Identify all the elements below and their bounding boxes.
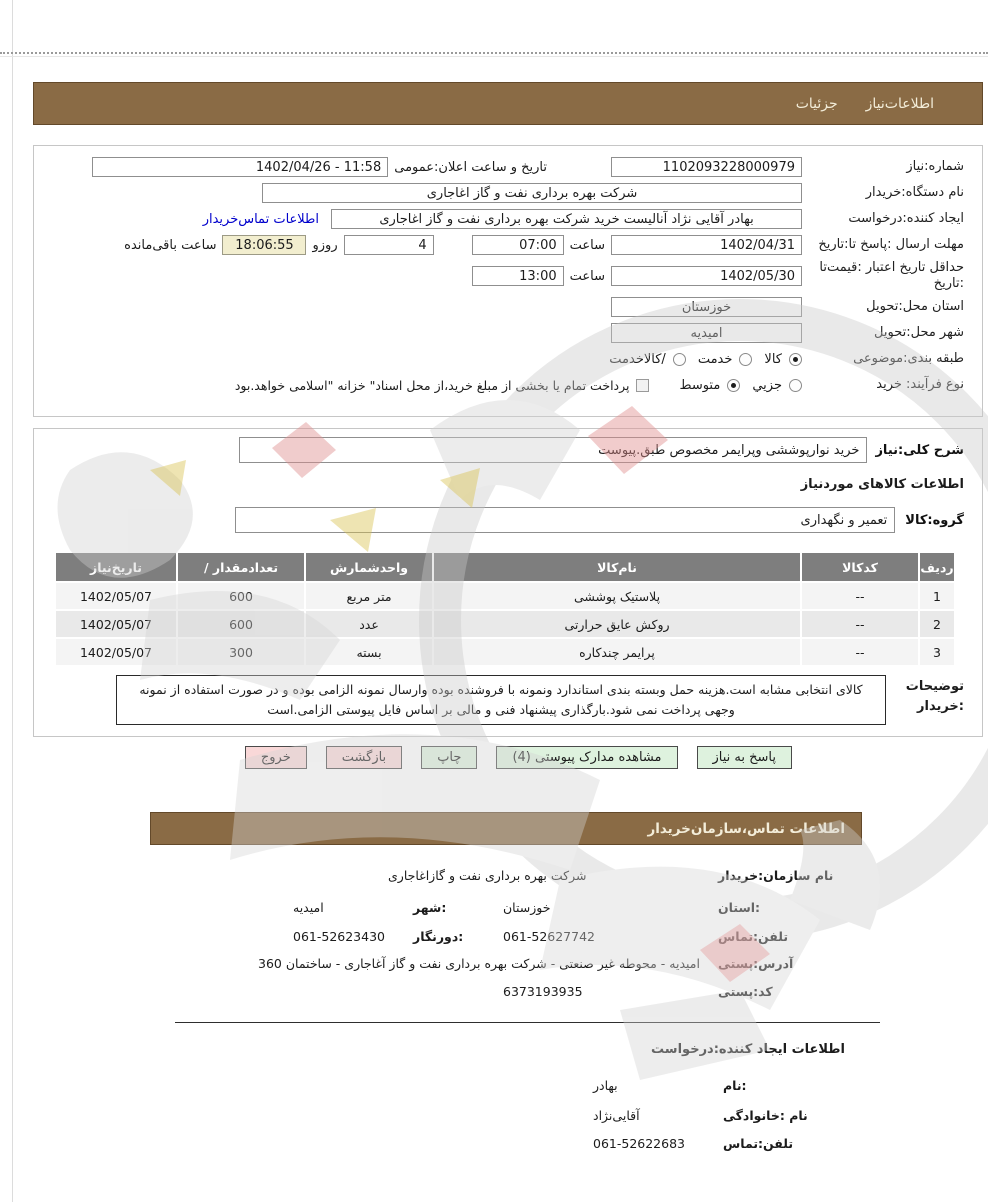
delivery-city-label: شهر محل:تحویل [874, 324, 964, 340]
cell-item-code: -- [802, 583, 918, 609]
reply-deadline-row [44, 232, 964, 258]
delivery-province-label: استان محل:تحویل [866, 298, 964, 314]
subject-classification-label: طبقه بندی:موضوعی [853, 350, 964, 366]
remaining-days-field[interactable]: 4 [344, 235, 434, 255]
org-postal-value: 6373193935 [503, 984, 583, 999]
creator-first-name-label: :نام [723, 1078, 747, 1093]
announce-datetime-label: تاریخ و ساعت اعلان:عمومی [394, 159, 547, 175]
page-left-border [12, 0, 13, 1202]
buyer-device-label: نام دستگاه:خریدار [865, 184, 964, 200]
minor-purchase-radio[interactable] [789, 379, 802, 392]
goods-group-row [44, 507, 964, 533]
org-province-label: :استان [718, 900, 761, 915]
section-divider [175, 1022, 880, 1023]
col-quantity: تعدادمقدار / [178, 553, 304, 581]
price-validity-date-field[interactable]: 1402/05/30 [611, 266, 802, 286]
table-row [58, 639, 954, 665]
items-heading: اطلاعات کالاهای موردنیاز [800, 477, 964, 492]
need-number-row [44, 154, 964, 180]
org-address-label: آدرس:پستی [718, 956, 794, 971]
delivery-city-field[interactable]: امیدیه [611, 323, 802, 343]
reply-to-need-button[interactable]: پاسخ به نیاز [697, 746, 793, 769]
back-button[interactable]: بازگشت [326, 746, 402, 769]
price-validity-hour-label: ساعت [569, 268, 605, 284]
org-phone-label: تلفن:تماس [718, 929, 789, 944]
minor-purchase-radio-label: جزیي [752, 377, 782, 393]
buyer-notes-label-line1: توضیحات [905, 679, 964, 694]
buyer-notes-text: کالای انتخابی مشابه است.هزینه حمل وبسته بندی استاندارد ونمونه با فروشنده بوده وارسال نمونه الزامی بوده و در صورت استفاده از نمونه وجهی پرداخت نمی شود.بارگذاری پیشنهاد فنی و مالی بر اساس فایل پیوستی الزامی.است [116, 675, 886, 725]
need-description-row [44, 437, 964, 463]
announce-datetime-field[interactable]: 1402/04/26 - 11:58 [92, 157, 388, 177]
buyer-device-row [44, 180, 964, 206]
remaining-hours-label: ساعت باقی‌مانده [124, 237, 217, 253]
price-validity-row [44, 258, 964, 294]
cell-need-date: 1402/05/07 [56, 611, 176, 637]
medium-purchase-radio-label: متوسط [679, 377, 721, 393]
org-name-row [388, 868, 868, 883]
org-fax-value: 061-52623430 [293, 929, 385, 944]
org-postal-label: کد:پستی [718, 984, 773, 999]
creator-last-name-label: نام :خانوادگی [723, 1108, 808, 1123]
table-row [58, 583, 954, 609]
price-validity-label-line1: حداقل تاریخ اعتبار :قیمت‌تا [819, 259, 964, 275]
need-description-label: شرح کلی:نیاز [875, 442, 964, 458]
request-creator-heading: اطلاعات ایجاد کننده:درخواست [651, 1042, 845, 1057]
price-validity-label [802, 260, 964, 293]
delivery-province-field[interactable]: خوزستان [611, 297, 802, 317]
org-phone-value: 061-52627742 [503, 929, 595, 944]
delivery-province-row [44, 294, 964, 320]
cell-item-name: روکش عایق حرارتی [434, 611, 800, 637]
goods-radio[interactable] [789, 353, 802, 366]
org-city-value: امیدیه [293, 900, 324, 915]
org-province-city-row [293, 900, 868, 915]
buyer-notes-label [892, 675, 964, 716]
process-type-row [44, 372, 964, 398]
cell-unit: عدد [306, 611, 432, 637]
tab-need-info[interactable]: اطلاعات‌نیاز [865, 95, 934, 112]
org-address-row [258, 956, 868, 971]
cell-need-date: 1402/05/07 [56, 639, 176, 665]
creator-phone-row [593, 1136, 843, 1151]
org-phone-fax-row [293, 929, 868, 944]
need-description-field[interactable]: خرید نوارپوششی وپرایمر مخصوص طبق.پیوست [239, 437, 867, 463]
goods-service-radio-label: /کالاخدمت [609, 351, 666, 367]
buyer-device-field[interactable]: شرکت بهره برداری نفت و گاز اغاجاری [262, 183, 802, 203]
price-validity-label-line2: :تاریخ [933, 276, 964, 291]
org-contact-bar [150, 812, 862, 845]
details-header-bar [33, 82, 983, 125]
org-address-value: امیدیه - محوطه غیر صنعتی - شرکت بهره برداری نفت و گاز آغاجاری - ساختمان 360 [258, 956, 700, 971]
table-row [58, 611, 954, 637]
subject-classification-row [44, 346, 964, 372]
org-fax-label: :دورنگار [413, 929, 464, 944]
cell-row-number: 3 [920, 639, 954, 665]
need-number-label: شماره:نیاز [906, 158, 964, 174]
cell-unit: بسته [306, 639, 432, 665]
goods-table [58, 553, 954, 665]
price-validity-time-field[interactable]: 13:00 [472, 266, 564, 286]
goods-table-header [58, 553, 954, 581]
view-attachments-button[interactable]: مشاهده مدارک پیوستی (4) [496, 746, 677, 769]
col-row-number: ردیف [920, 553, 954, 581]
delivery-city-row [44, 320, 964, 346]
col-item-name: نام‌کالا [434, 553, 800, 581]
buyer-notes-row [44, 675, 964, 725]
col-unit: واحدشمارش [306, 553, 432, 581]
cell-quantity: 300 [178, 639, 304, 665]
print-button[interactable]: چاپ [421, 746, 477, 769]
request-creator-label: ایجاد کننده:درخواست [848, 210, 964, 226]
exit-button[interactable]: خروج [245, 746, 307, 769]
treasury-payment-checkbox[interactable] [636, 379, 649, 392]
cell-row-number: 1 [920, 583, 954, 609]
org-city-label: :شهر [413, 900, 447, 915]
service-radio[interactable] [739, 353, 752, 366]
request-creator-row [44, 206, 964, 232]
col-need-date: تاریخ‌نیاز [56, 553, 176, 581]
process-type-label: نوع فرآیند: خرید [876, 376, 964, 392]
org-name-value: شرکت بهره برداری نفت و گازاغاجاری [388, 868, 587, 883]
goods-service-radio[interactable] [673, 353, 686, 366]
tab-details[interactable]: جزئیات [795, 95, 838, 112]
buyer-contact-link[interactable]: اطلاعات تماس‌خریدار [202, 211, 319, 227]
cell-need-date: 1402/05/07 [56, 583, 176, 609]
need-summary-panel [33, 145, 983, 417]
org-name-label: نام سازمان:خریدار [718, 868, 834, 883]
creator-first-name-value: بهادر [593, 1078, 618, 1093]
medium-purchase-radio[interactable] [727, 379, 740, 392]
top-dotted-divider [0, 52, 988, 57]
reply-deadline-label: مهلت ارسال :پاسخ تا:تاریخ [818, 236, 964, 252]
goods-group-label: گروه:کالا [905, 512, 964, 528]
cell-quantity: 600 [178, 583, 304, 609]
treasury-payment-checkbox-label: پرداخت تمام یا بخشی از مبلغ خرید،از محل اسناد" خزانه "اسلامی خواهد.بود [234, 377, 630, 393]
cell-quantity: 600 [178, 611, 304, 637]
org-postal-row [503, 984, 868, 999]
goods-radio-label: کالا [764, 351, 782, 367]
cell-item-name: پلاستیک پوششی [434, 583, 800, 609]
org-contact-bar-title: اطلاعات تماس،سازمان‌خریدار [647, 820, 845, 837]
need-number-field[interactable]: 1102093228000979 [611, 157, 802, 177]
org-province-value: خوزستان [503, 900, 551, 915]
action-buttons [245, 746, 792, 769]
goods-group-field[interactable]: تعمیر و نگهداری [235, 507, 895, 533]
creator-first-name-row [593, 1078, 843, 1093]
cell-unit: متر مربع [306, 583, 432, 609]
reply-deadline-time-field[interactable]: 07:00 [472, 235, 564, 255]
cell-item-name: پرایمر چندکاره [434, 639, 800, 665]
buyer-notes-label-line2: :خریدار [917, 698, 964, 714]
reply-deadline-hour-label: ساعت [569, 237, 605, 253]
col-item-code: کدکالا [802, 553, 918, 581]
cell-item-code: -- [802, 639, 918, 665]
request-creator-field[interactable]: بهادر آقایی نژاد آنالیست خرید شرکت بهره برداری نفت و گاز اغاجاری [331, 209, 802, 229]
creator-last-name-row [593, 1108, 843, 1123]
remaining-time-countdown: 18:06:55 [222, 235, 306, 255]
cell-row-number: 2 [920, 611, 954, 637]
reply-deadline-date-field[interactable]: 1402/04/31 [611, 235, 802, 255]
cell-item-code: -- [802, 611, 918, 637]
creator-phone-label: تلفن:تماس [723, 1136, 794, 1151]
goods-panel [33, 428, 983, 737]
creator-last-name-value: آقایی‌نژاد [593, 1108, 640, 1123]
service-radio-label: خدمت [697, 351, 733, 367]
remaining-days-label: روزو [312, 237, 338, 253]
creator-phone-value: 061-52622683 [593, 1136, 685, 1151]
